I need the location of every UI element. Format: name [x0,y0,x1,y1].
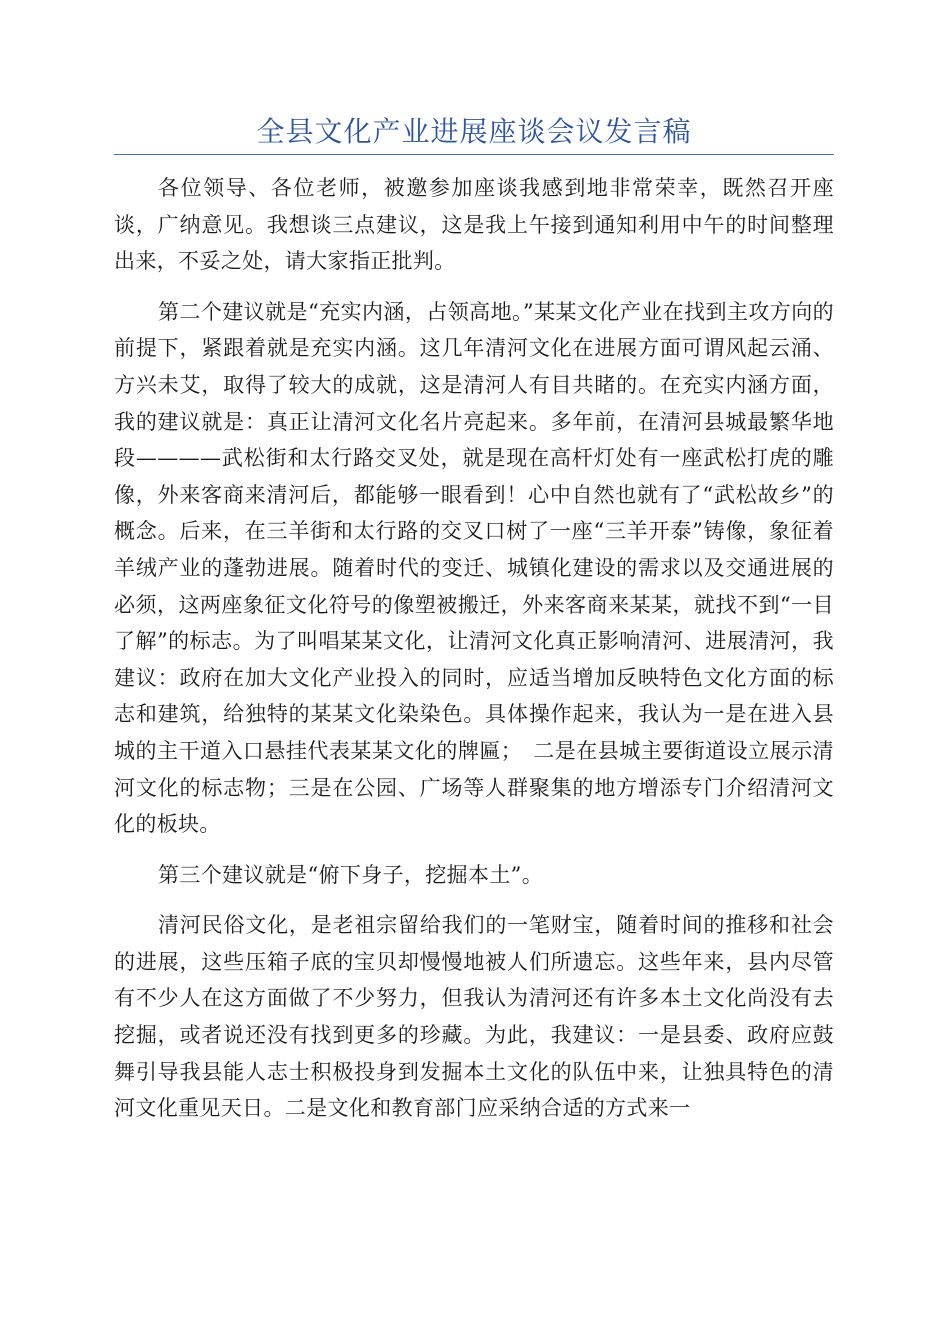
paragraph-third-suggestion-heading: 第三个建议就是“俯下身子，挖掘本土”。 [158,862,544,887]
title-underline [114,154,834,155]
document-body [114,170,834,1141]
paragraph-folk-culture: 清河民俗文化，是老祖宗留给我们的一笔财宝，随着时间的推移和社会的进展，这些压箱子底的宝贝却慢慢地被人们所遗忘。这些年来，县内尽管有不少人在这方面做了不少努力，但我认为清河还有许多本土文化尚没有去挖掘，或者说还没有找到更多的珍藏。为此，我建议：一是县委、政府应鼓舞引导我县能人志士积极投身到发掘本土文化的队伍中来，让独具特色的清河文化重见天日。二是文化和教育部门应采纳合适的方式来一 [114,913,834,1121]
paragraph-opening: 各位领导、各位老师，被邀参加座谈我感到地非常荣幸，既然召开座谈，广纳意见。我想谈三点建议，这是我上午接到通知利用中午的时间整理出来，不妥之处，请大家指正批判。 [114,176,834,274]
document-title: 全县文化产业进展座谈会议发言稿 [256,115,692,148]
paragraph-second-suggestion: 第二个建议就是“充实内涵，占领高地。”某某文化产业在找到主攻方向的前提下，紧跟着就是充实内涵。这几年清河文化在进展方面可谓风起云涌、方兴未艾，取得了较大的成就，这是清河人有目共睹的。在充实内涵方面，我的建议就是：真正让清河文化名片亮起来。多年前，在清河县城最繁华地段————武松街和太行路交叉处，就是现在高杆灯处有一座武松打虎的雕像，外来客商来清河后，都能够一眼看到！心中自然也就有了“武松故乡”的概念。后来，在三羊街和太行路的交叉口树了一座“三羊开泰”铸像，象征着羊绒产业的蓬勃进展。随着时代的变迁、城镇化建设的需求以及交通进展的必须，这两座象征文化符号的像塑被搬迁，外来客商来某某，就找不到“一目了解”的标志。为了叫唱某某文化，让清河文化真正影响清河、进展清河，我建议：政府在加大文化产业投入的同时，应适当增加反映特色文化方面的标志和建筑，给独特的某某文化染染色。具体操作起来，我认为一是在进入县城的主干道入口悬挂代表某某文化的牌匾； 二是在县城主要街道设立展示清河文化的标志物；三是在公园、广场等人群聚集的地方增添专门介绍清河文化的板块。 [114,299,834,837]
